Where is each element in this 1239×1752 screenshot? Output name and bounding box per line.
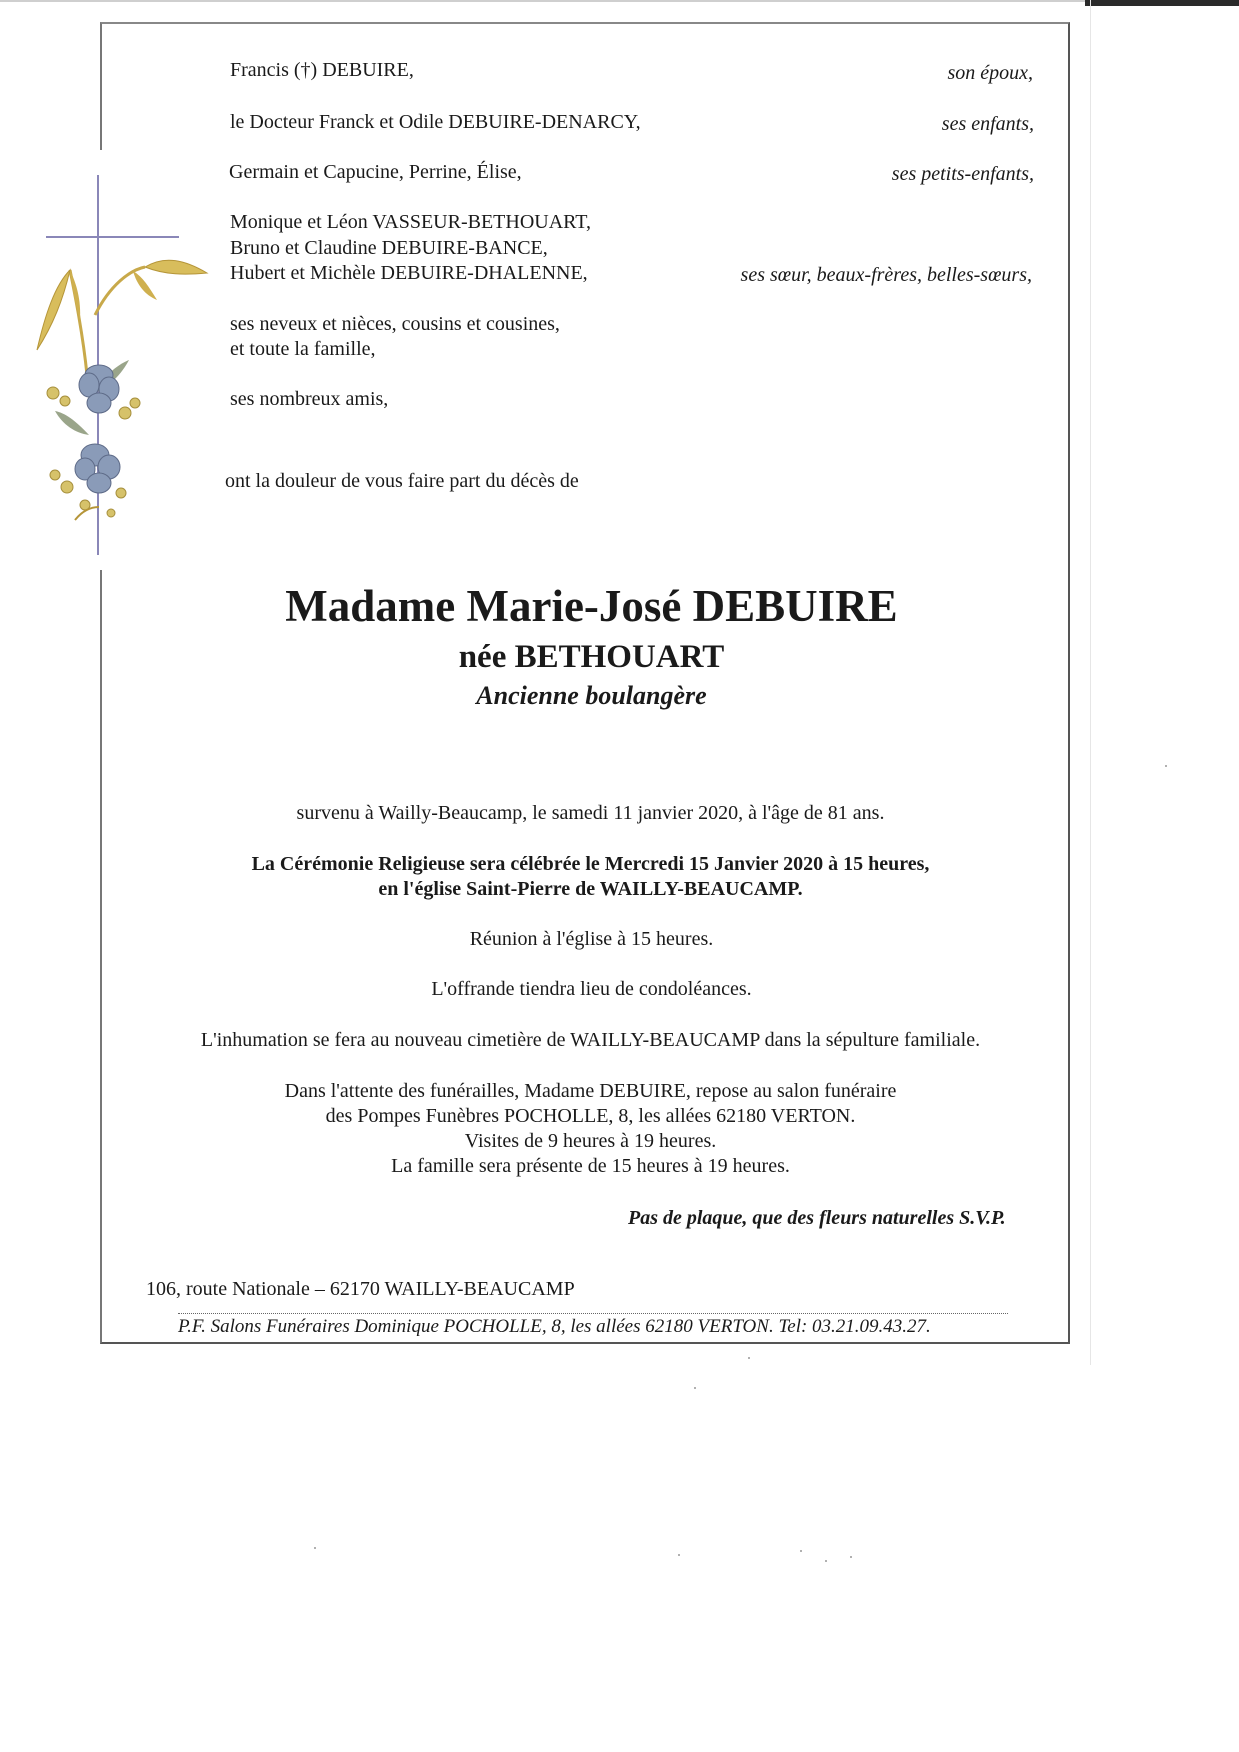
occupation: Ancienne boulangère (476, 681, 707, 710)
extended-family-line-1: ses neveux et nièces, cousins et cousines, (230, 313, 560, 335)
grandchildren-relation: ses petits-enfants, (891, 163, 1034, 185)
scan-speck (800, 1550, 802, 1552)
extended-family-line-2: et toute la famille, (230, 338, 376, 360)
viewing-line-4: La famille sera présente de 15 heures à 19 heures. (391, 1155, 790, 1177)
siblings-line-2: Bruno et Claudine DEBUIRE-BANCE, (230, 237, 548, 259)
ceremony-line-1: La Cérémonie Religieuse sera célébrée le Mercredi 15 Janvier 2020 à 15 heures, (251, 853, 930, 875)
announcement-intro: ont la douleur de vous faire part du décès de (225, 470, 579, 492)
maiden-name: née BETHOUART (458, 639, 725, 675)
spouse-name: Francis (†) DEBUIRE, (230, 59, 414, 81)
flowers-note: Pas de plaque, que des fleurs naturelles S.V.P. (628, 1207, 1006, 1229)
scan-speck (678, 1554, 680, 1556)
viewing-line-1: Dans l'attente des funérailles, Madame DEBUIRE, repose au salon funéraire (284, 1080, 897, 1102)
children-names: le Docteur Franck et Odile DEBUIRE-DENARCY, (230, 111, 641, 133)
viewing-line-3: Visites de 9 heures à 19 heures. (464, 1130, 717, 1152)
address: 106, route Nationale – 62170 WAILLY-BEAUCAMP (146, 1278, 575, 1300)
ceremony-line-2: en l'église Saint-Pierre de WAILLY-BEAUCAMP. (378, 878, 803, 900)
funeral-home-footer: P.F. Salons Funéraires Dominique POCHOLLE, 8, les allées 62180 VERTON. Tel: 03.21.09.43.27. (178, 1316, 931, 1337)
scan-speck (748, 1357, 750, 1359)
siblings-relation: ses sœur, beaux-frères, belles-sœurs, (740, 264, 1032, 286)
scan-speck (314, 1547, 316, 1549)
spouse-relation: son époux, (947, 62, 1033, 84)
wheat-flower-icon (37, 260, 207, 520)
death-notice: survenu à Wailly-Beaucamp, le samedi 11 janvier 2020, à l'âge de 81 ans. (296, 802, 885, 824)
friends-line: ses nombreux amis, (230, 388, 389, 410)
viewing-line-2: des Pompes Funèbres POCHOLLE, 8, les allées 62180 VERTON. (325, 1105, 856, 1127)
offering-info: L'offrande tiendra lieu de condoléances. (431, 978, 752, 1000)
scan-top-edge (0, 0, 1239, 2)
scan-speck (694, 1387, 696, 1389)
scan-speck (1165, 765, 1167, 767)
siblings-line-3: Hubert et Michèle DEBUIRE-DHALENNE, (230, 262, 588, 284)
scan-corner-mark (1085, 0, 1239, 6)
cross-icon (46, 175, 179, 555)
meeting-info: Réunion à l'église à 15 heures. (469, 928, 714, 950)
burial-info: L'inhumation se fera au nouveau cimetière de WAILLY-BEAUCAMP dans la sépulture familiale. (200, 1029, 981, 1051)
scan-speck (850, 1556, 852, 1558)
deceased-name: Madame Marie-José DEBUIRE (285, 581, 898, 631)
cross-wheat-decoration (25, 175, 215, 555)
scan-speck (825, 1560, 827, 1562)
grandchildren-names: Germain et Capucine, Perrine, Élise, (229, 161, 522, 183)
siblings-line-1: Monique et Léon VASSEUR-BETHOUART, (230, 211, 592, 233)
children-relation: ses enfants, (941, 113, 1034, 135)
